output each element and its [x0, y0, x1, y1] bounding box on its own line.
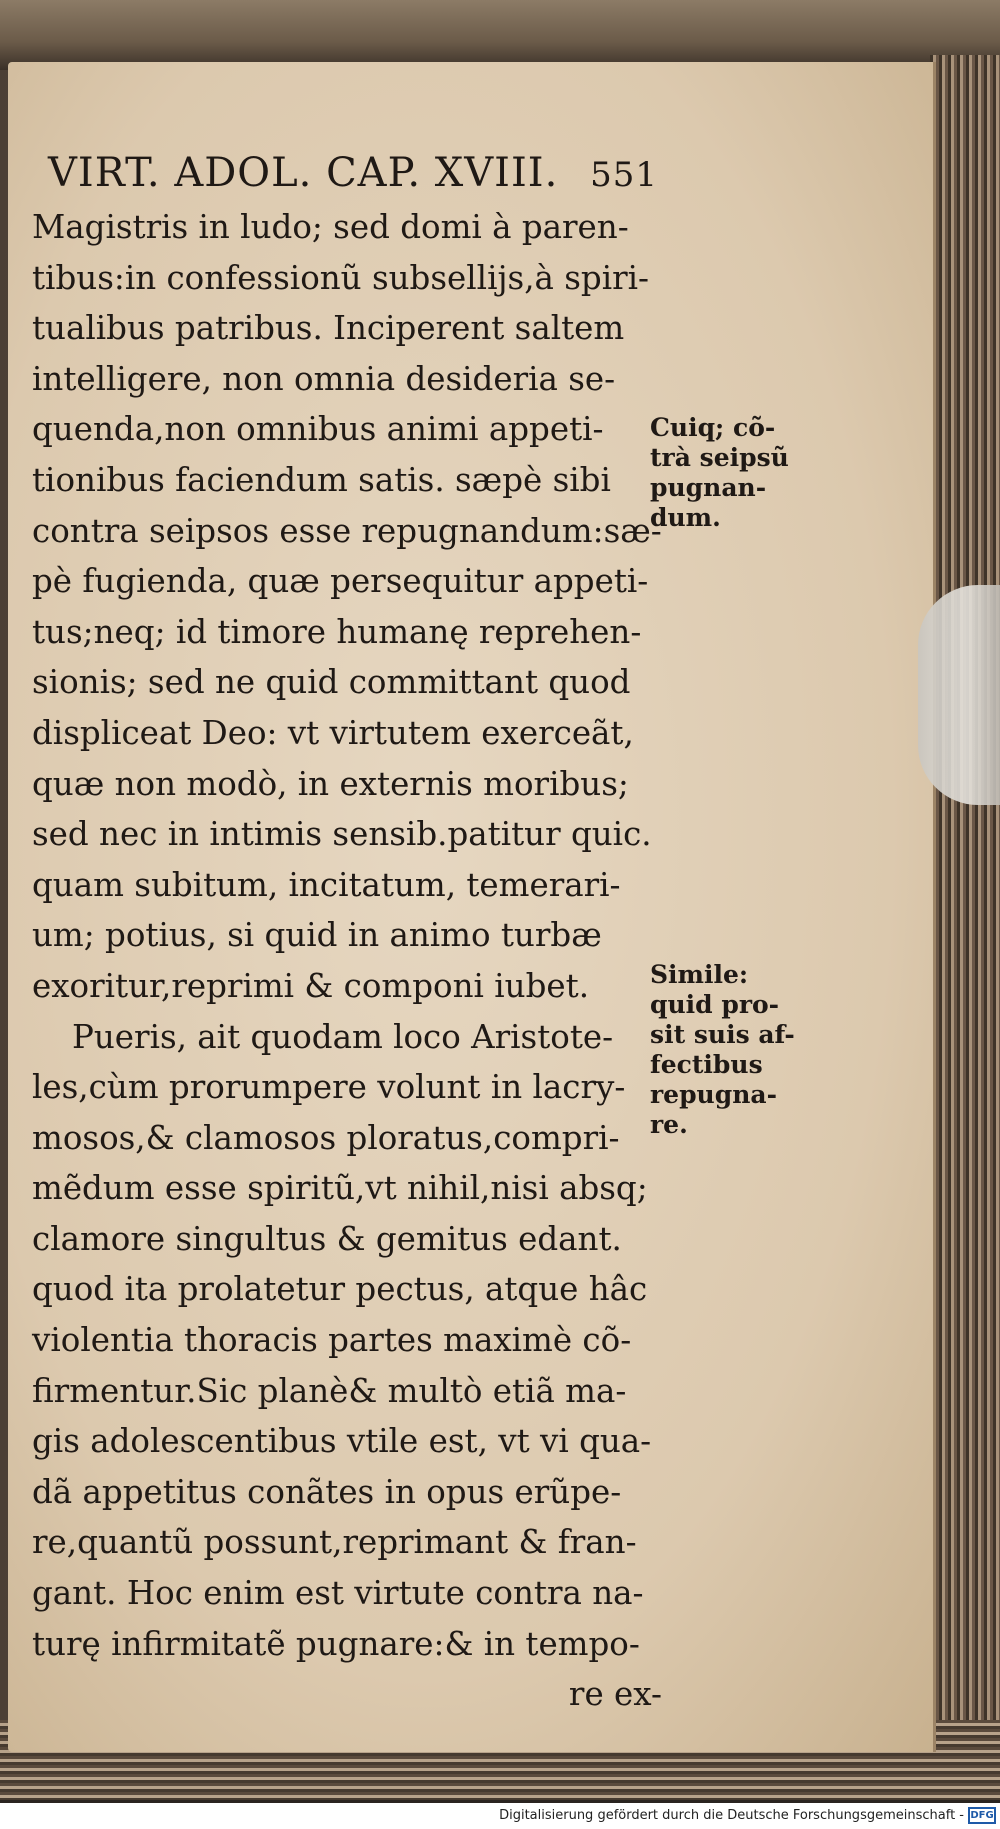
- page-number: 551: [590, 155, 658, 195]
- text-line: les,cùm prorumpere volunt in lacry-: [32, 1068, 626, 1107]
- text-line: re,quantũ possunt,reprimant & fran-: [32, 1523, 637, 1562]
- running-head: [48, 150, 658, 202]
- marginal-line: pugnan-: [650, 473, 767, 502]
- text-line: intelligere, non omnia desideria se-: [32, 359, 616, 398]
- page-holder-clip: [918, 585, 1000, 805]
- text-line: quæ non modò, in externis moribus;: [32, 764, 629, 803]
- text-line: quenda,non omnibus animi appeti-: [32, 410, 604, 449]
- text-line: sionis; sed ne quid committant quod: [32, 663, 631, 702]
- text-line: clamore singultus & gemitus edant.: [32, 1219, 622, 1258]
- text-line: quod ita prolatetur pectus, atque hâc: [32, 1270, 648, 1309]
- text-line: violentia thoracis partes maximè cõ-: [32, 1321, 632, 1360]
- digitization-footer: [0, 1803, 1000, 1829]
- page-stack-edge: [930, 55, 1000, 1755]
- marginal-line: Simile:: [650, 960, 749, 989]
- marginal-line: re.: [650, 1110, 688, 1139]
- text-line: tionibus faciendum satis. sæpè sibi: [32, 460, 611, 499]
- marginal-note: [650, 413, 790, 533]
- text-line: quam subitum, incitatum, temerari-: [32, 865, 621, 904]
- catchword: re ex-: [568, 1675, 662, 1714]
- text-line: gis adolescentibus vtile est, vt vi qua-: [32, 1422, 652, 1461]
- text-line: um; potius, si quid in animo turbæ: [32, 916, 602, 955]
- text-line: Magistris in ludo; sed domi à paren-: [32, 208, 629, 246]
- text-line: tibus:in confessionũ subsellijs,à spiri-: [32, 258, 650, 297]
- text-line: firmentur.Sic planè& multò etiã ma-: [32, 1371, 627, 1410]
- body-text: [32, 202, 662, 1720]
- marginal-line: quid pro-: [650, 990, 780, 1019]
- marginal-line: repugna-: [650, 1080, 777, 1109]
- funding-credit: Digitalisierung gefördert durch die Deutsche Forschungsgemeinschaft -: [499, 1808, 964, 1823]
- dfg-logo-icon: DFG: [968, 1807, 996, 1824]
- marginal-line: trà seipsũ: [650, 443, 789, 472]
- running-head-title: VIRT. ADOL. CAP. XVIII.: [48, 150, 559, 196]
- text-line: displiceat Deo: vt virtutem exerceãt,: [32, 713, 634, 752]
- text-line: sed nec in intimis sensib.patitur quic.: [32, 815, 652, 854]
- text-line: tualibus patribus. Inciperent saltem: [32, 309, 625, 348]
- text-line: Pueris, ait quodam loco Aristote-: [72, 1017, 614, 1056]
- text-line: tus;neq; id timore humanę reprehen-: [32, 612, 642, 651]
- marginal-line: sit suis af-: [650, 1020, 795, 1049]
- text-line: contra seipsos esse repugnandum:sæ-: [32, 511, 662, 550]
- text-line: turę infirmitatẽ pugnare:& in tempo-: [32, 1624, 640, 1663]
- book-top-edge: [0, 0, 1000, 70]
- marginal-note: [650, 960, 795, 1140]
- text-line: dã appetitus conãtes in opus erũpe-: [32, 1472, 622, 1511]
- text-line: pè fugienda, quæ persequitur appeti-: [32, 562, 649, 601]
- text-line: mosos,& clamosos ploratus,compri-: [32, 1118, 620, 1157]
- marginal-line: fectibus: [650, 1050, 763, 1079]
- marginal-line: dum.: [650, 503, 721, 532]
- text-line: mẽdum esse spiritũ,vt nihil,nisi absq;: [32, 1169, 648, 1208]
- text-line: gant. Hoc enim est virtute contra na-: [32, 1574, 644, 1613]
- marginal-line: Cuiq; cõ-: [650, 413, 776, 442]
- text-line: exoritur,reprimi & componi iubet.: [32, 966, 590, 1005]
